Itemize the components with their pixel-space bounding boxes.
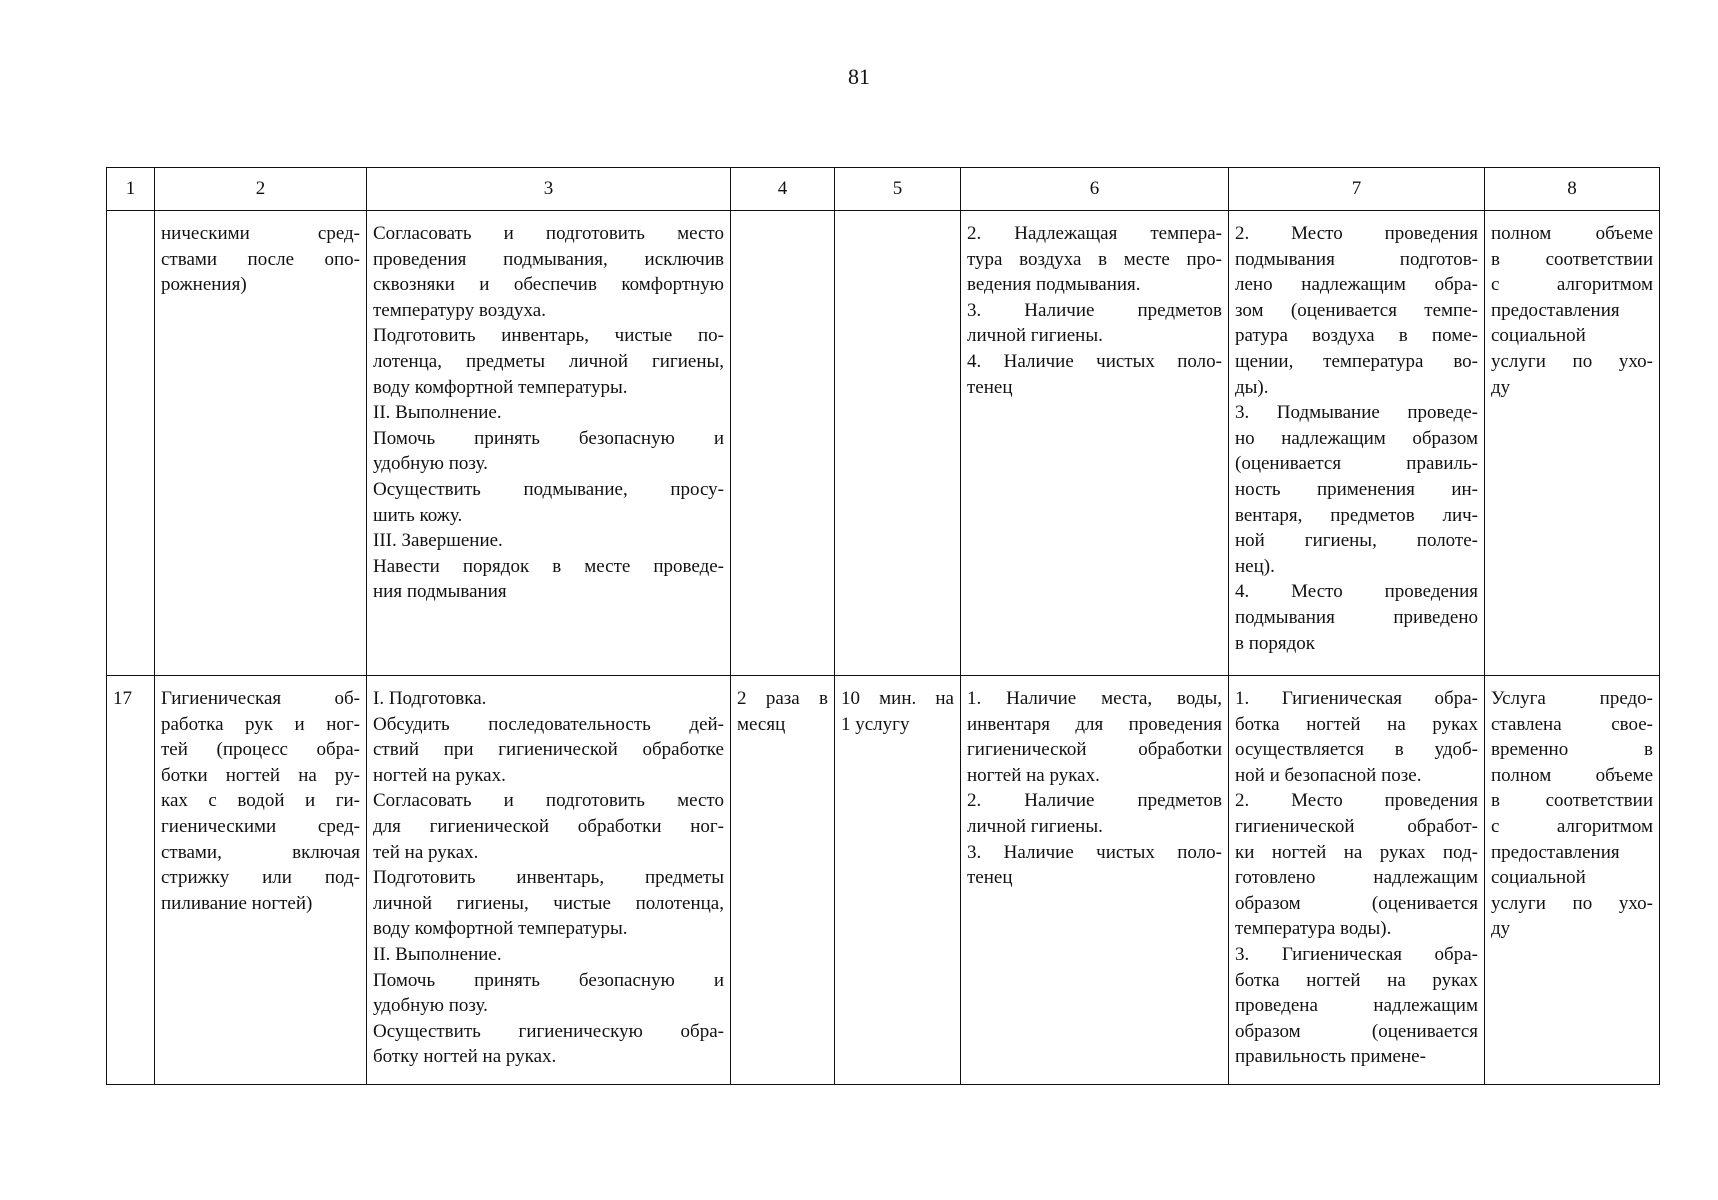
cell-text-line: социальной (1491, 325, 1586, 347)
cell-text-line: 4. Наличие чистых поло- (967, 350, 1222, 372)
cell-text-line: 3. Гигиеническая обра- (1235, 943, 1478, 965)
cell-text-line: воду комфортной температуры. (373, 918, 628, 940)
page-number: 81 (848, 64, 870, 89)
cell-text-line: правильность примене- (1235, 1046, 1426, 1068)
cell-text-line: нец). (1235, 555, 1275, 577)
cell-text-line: ствий при гигиенической обработке (373, 739, 724, 761)
cell-text-line: температуру воздуха. (373, 299, 546, 321)
cell-text-line: Подготовить инвентарь, чистые по- (373, 325, 724, 347)
cell-text-line: Услуга предо- (1491, 688, 1653, 709)
cell-text-line: тура воздуха в месте про- (967, 248, 1222, 270)
cell-text-line: Помочь принять безопасную и (373, 969, 724, 991)
cell-text-line: температура воды). (1235, 918, 1392, 940)
cell-text-line: гигиенической обработ- (1235, 815, 1478, 837)
cell-text-line: с алгоритмом (1491, 274, 1653, 296)
frequency-cell (731, 676, 835, 1085)
cell-text-line: II. Выполнение. (373, 402, 502, 424)
cell-text-line: в соответствии (1491, 790, 1653, 812)
cell-text-line: временно в (1491, 739, 1653, 761)
services-table (106, 167, 1660, 1085)
result-cell (1485, 211, 1660, 676)
cell-text-line: II. Выполнение. (373, 943, 502, 965)
column-header: 5 (835, 168, 961, 211)
cell-text-line: ния подмывания (373, 581, 507, 603)
cell-text-line: социальной (1491, 867, 1586, 889)
cell-text-line: тей на руках. (373, 841, 479, 863)
cell-text-line: ботка ногтей на руках (1235, 713, 1478, 735)
cell-text-line: услуги по ухо- (1491, 350, 1653, 372)
table-row (107, 676, 1660, 1085)
cell-text-line: подмывания подготов- (1235, 248, 1478, 270)
cell-text-line: Подготовить инвентарь, предметы (373, 867, 724, 889)
cell-text-line: удобную позу. (373, 995, 488, 1017)
service-actions-cell (367, 211, 731, 676)
cell-text-line: шить кожу. (373, 504, 463, 526)
cell-text-line: готовлено надлежащим (1235, 867, 1478, 889)
cell-text-line: ки ногтей на руках под- (1235, 841, 1478, 863)
cell-text-line: инвентаря для проведения (967, 713, 1222, 735)
cell-text-line: Осуществить подмывание, просу- (373, 478, 724, 500)
cell-text-line: 17 (113, 688, 132, 709)
cell-text-line: Согласовать и подготовить место (373, 790, 724, 812)
cell-text-line: 2. Надлежащая темпера- (967, 223, 1222, 244)
cell-text-line: ду (1491, 918, 1511, 940)
column-header: 8 (1485, 168, 1660, 211)
cell-text-line: сквозняки и обеспечив комфортную (373, 274, 724, 296)
service-actions-cell (367, 676, 731, 1085)
cell-text-line: 1 услугу (841, 713, 910, 735)
cell-text-line: ботку ногтей на руках. (373, 1046, 557, 1068)
cell-text-line: Обсудить последовательность дей- (373, 713, 724, 735)
cell-text-line: тей (процесс обра- (161, 739, 360, 761)
cell-text-line: ставлена свое- (1491, 713, 1653, 735)
cell-text-line: лотенца, предметы личной гигиены, (373, 350, 724, 372)
cell-text-line: но надлежащим образом (1235, 427, 1478, 449)
cell-text-line: ногтей на руках. (373, 764, 506, 786)
cell-text-line: ды). (1235, 376, 1269, 398)
cell-text-line: в порядок (1235, 632, 1316, 654)
cell-text-line: Согласовать и подготовить место (373, 223, 724, 244)
cell-text-line: подмывания приведено (1235, 606, 1478, 628)
cell-text-line: образом (оценивается (1235, 892, 1478, 914)
frequency-cell (731, 211, 835, 676)
cell-text-line: ду (1491, 376, 1511, 398)
cell-text-line: ботки ногтей на ру- (161, 764, 360, 786)
table-row (107, 211, 1660, 676)
cell-text-line: Помочь принять безопасную и (373, 427, 724, 449)
cell-text-line: месяц (737, 713, 786, 735)
cell-text-line: 2. Место проведения (1235, 223, 1478, 244)
column-number-header-row (107, 168, 1660, 211)
cell-text-line: пиливание ногтей) (161, 892, 313, 914)
cell-text-line: 1. Гигиеническая обра- (1235, 688, 1478, 709)
cell-text-line: ствами после опо- (161, 248, 360, 270)
cell-text-line: 2. Наличие предметов (967, 790, 1222, 812)
cell-text-line: 1. Наличие места, воды, (967, 688, 1222, 709)
duration-cell (835, 676, 961, 1085)
cell-text-line: работка рук и ног- (161, 713, 360, 735)
cell-text-line: в соответствии (1491, 248, 1653, 270)
cell-text-line: для гигиенической обработки ног- (373, 815, 724, 837)
cell-text-line: ведения подмывания. (967, 274, 1141, 296)
cell-text-line: гиеническими сред- (161, 815, 360, 837)
service-name-cell (155, 211, 367, 676)
cell-text-line: предоставления (1491, 841, 1620, 863)
cell-text-line: 2. Место проведения (1235, 790, 1478, 812)
cell-text-line: образом (оценивается (1235, 1020, 1478, 1042)
cell-text-line: щении, температура во- (1235, 350, 1478, 372)
cell-text-line: предоставления (1491, 299, 1620, 321)
cell-text-line: вентаря, предметов лич- (1235, 504, 1478, 526)
cell-text-line: I. Подготовка. (373, 688, 487, 709)
cell-text-line: тенец (967, 867, 1013, 889)
cell-text-line: полном объеме (1491, 223, 1653, 244)
cell-text-line: III. Завершение. (373, 530, 503, 552)
cell-text-line: ствами, включая (161, 841, 360, 863)
column-header: 1 (107, 168, 155, 211)
service-name-cell (155, 676, 367, 1085)
result-cell (1485, 676, 1660, 1085)
conditions-cell (961, 676, 1229, 1085)
cell-text-line: ной гигиены, полоте- (1235, 530, 1478, 552)
cell-text-line: личной гигиены. (967, 815, 1103, 837)
cell-text-line: 10 мин. на (841, 688, 954, 709)
cell-text-line: Навести порядок в месте проведе- (373, 555, 724, 577)
cell-text-line: 3. Наличие предметов (967, 299, 1222, 321)
cell-text-line: 3. Наличие чистых поло- (967, 841, 1222, 863)
cell-text-line: с алгоритмом (1491, 815, 1653, 837)
cell-text-line: личной гигиены. (967, 325, 1103, 347)
quality-indicators-cell (1229, 211, 1485, 676)
quality-indicators-cell (1229, 676, 1485, 1085)
cell-text-line: ность применения ин- (1235, 478, 1478, 500)
cell-text-line: проведена надлежащим (1235, 995, 1478, 1017)
cell-text-line: гигиенической обработки (967, 739, 1222, 761)
cell-text-line: тенец (967, 376, 1013, 398)
cell-text-line: Гигиеническая об- (161, 688, 360, 709)
cell-text-line: (оценивается правиль- (1235, 453, 1478, 475)
conditions-cell (961, 211, 1229, 676)
row-number-cell (107, 676, 155, 1085)
row-number-cell (107, 211, 155, 676)
cell-text-line: удобную позу. (373, 453, 488, 475)
cell-text-line: ботка ногтей на руках (1235, 969, 1478, 991)
cell-text-line: ной и безопасной позе. (1235, 764, 1422, 786)
cell-text-line: рожнения) (161, 274, 247, 296)
cell-text-line: услуги по ухо- (1491, 892, 1653, 914)
cell-text-line: воду комфортной температуры. (373, 376, 628, 398)
cell-text-line: проведения подмывания, исключив (373, 248, 724, 270)
cell-text-line: Осуществить гигиеническую обра- (373, 1020, 724, 1042)
cell-text-line: ническими сред- (161, 223, 360, 244)
column-header: 7 (1229, 168, 1485, 211)
cell-text-line: 4. Место проведения (1235, 581, 1478, 603)
cell-text-line: лено надлежащим обра- (1235, 274, 1478, 296)
cell-text-line: ках с водой и ги- (161, 790, 360, 812)
cell-text-line: ратура воздуха в поме- (1235, 325, 1478, 347)
column-header: 6 (961, 168, 1229, 211)
duration-cell (835, 211, 961, 676)
cell-text-line: личной гигиены, чистые полотенца, (373, 892, 724, 914)
column-header: 2 (155, 168, 367, 211)
cell-text-line: 2 раза в (737, 688, 828, 709)
column-header: 3 (367, 168, 731, 211)
cell-text-line: ногтей на руках. (967, 764, 1100, 786)
cell-text-line: полном объеме (1491, 764, 1653, 786)
column-header: 4 (731, 168, 835, 211)
cell-text-line: осуществляется в удоб- (1235, 739, 1478, 761)
cell-text-line: стрижку или под- (161, 867, 360, 889)
cell-text-line: зом (оценивается темпе- (1235, 299, 1478, 321)
cell-text-line: 3. Подмывание проведе- (1235, 402, 1478, 424)
